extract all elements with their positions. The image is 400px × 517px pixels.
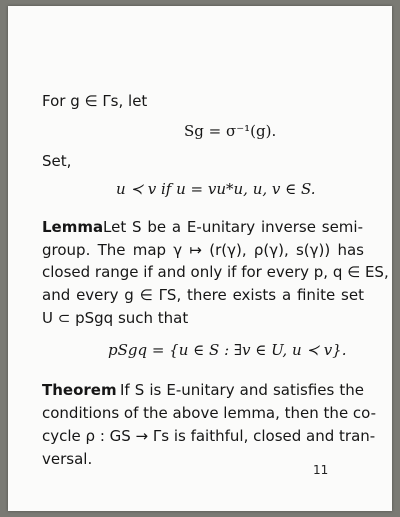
definition-formula: Sg = σ⁻¹(g).	[184, 122, 277, 140]
theorem-line-1: If S is E-unitary and satisfies the	[120, 381, 364, 399]
document-page	[8, 6, 392, 511]
lemma-formula: pSgq = {u ∈ S : ∃v ∈ U, u ≺ v}.	[108, 341, 347, 359]
lemma-line-1: Let S be a E-unitary inverse semi-	[103, 218, 363, 236]
lemma-line-4: and every g ∈ ΓS, there exists a finite set	[42, 286, 364, 304]
lemma-line-2: group. The map γ ↦ (r(γ), ρ(γ), s(γ)) has	[42, 241, 364, 259]
lemma-line-3: closed range if and only if for every p, q ∈ ES,	[42, 263, 389, 281]
order-formula: u ≺ v if u = vu*u, u, v ∈ S.	[116, 180, 316, 198]
lemma-heading: Lemma	[42, 218, 104, 236]
set-label: Set,	[42, 152, 72, 170]
intro-line: For g ∈ Γs, let	[42, 92, 148, 110]
theorem-heading: Theorem	[42, 381, 117, 399]
page-number: 11	[313, 463, 329, 477]
theorem-line-3: cycle ρ : GS → Γs is faithful, closed and tran-	[42, 427, 376, 445]
lemma-line-5: U ⊂ pSgq such that	[42, 309, 189, 327]
theorem-line-2: conditions of the above lemma, then the co-	[42, 404, 377, 422]
theorem-line-4: versal.	[42, 450, 93, 468]
